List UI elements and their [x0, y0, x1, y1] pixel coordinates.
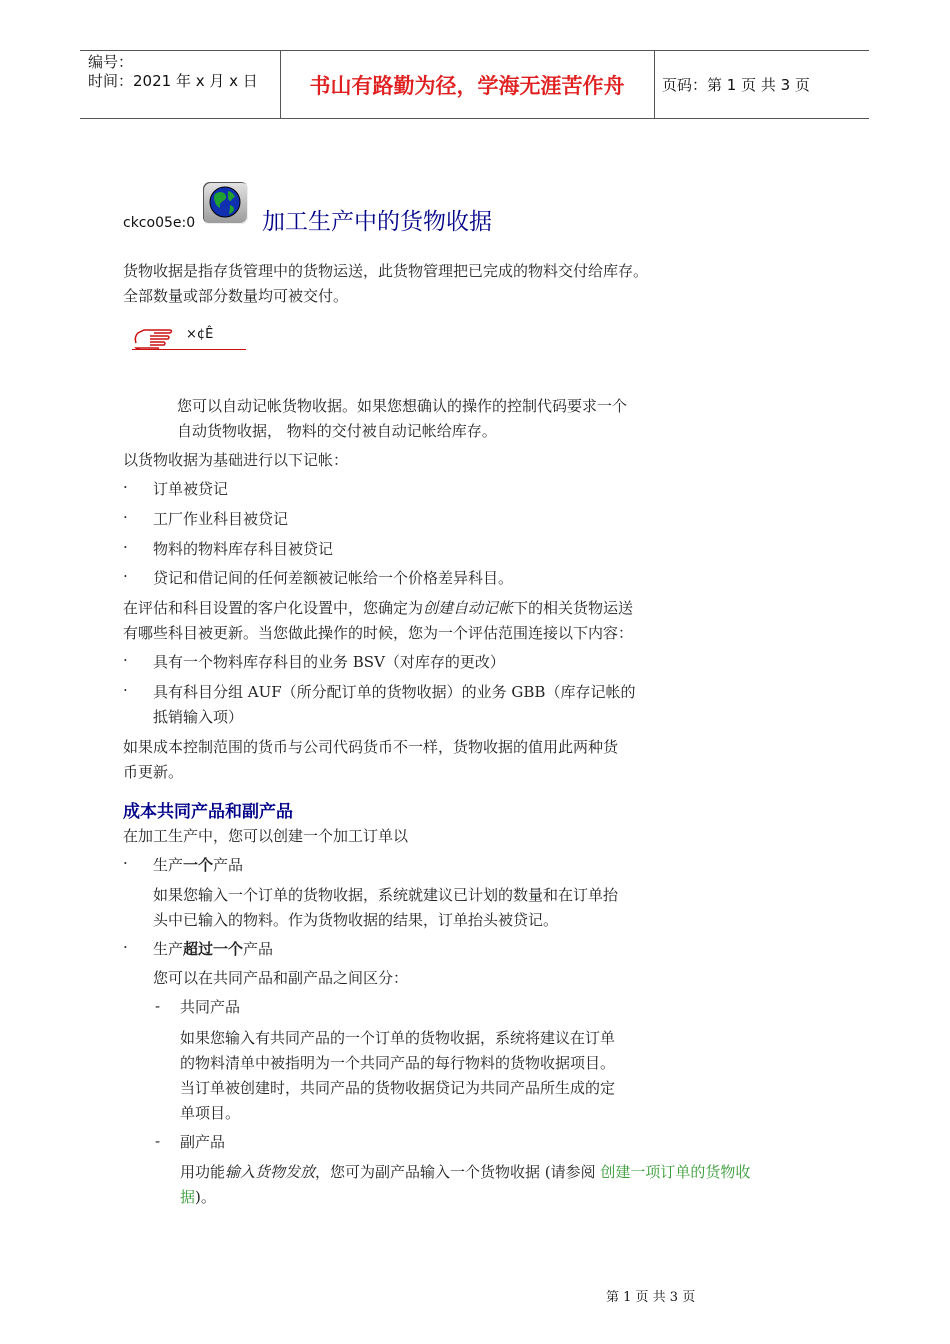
eval-line — [123, 596, 633, 620]
bullet-text: 具有科目分组 AUF（所分配订单的货物收据）的业务 GBB（库存记帐的 — [153, 683, 636, 701]
bullet-text-part: 生产 — [153, 940, 184, 958]
header-divider — [654, 51, 655, 118]
bullet-text: 贷记和借记间的任何差额被记帐给一个价格差异科目。 — [153, 569, 514, 587]
date-label: 时间：2021 年 x 月 x 日 — [88, 72, 258, 90]
desc-line: 的物料清单中被指明为一个共同产品的每行物料的货物收据项目。 — [180, 1054, 616, 1072]
currency-line: 如果成本控制范围的货币与公司代码货币不一样，货物收据的值用此两种货 — [123, 738, 619, 756]
note-text: 您可以自动记帐货物收据。如果您想确认的操作的控制代码要求一个 — [177, 397, 628, 415]
bullet-text-part: 生产 — [153, 856, 184, 874]
desc-line: 单项目。 — [180, 1104, 241, 1122]
section-intro: 在加工生产中，您可以创建一个加工订单以 — [123, 827, 409, 845]
bullet-bold: 一个 — [183, 856, 214, 874]
reference-link[interactable]: 创建一项订单的货物收 — [600, 1163, 751, 1181]
doc-title: 加工生产中的货物收据 — [262, 209, 492, 235]
desc-line: 如果您输入一个订单的货物收据，系统就建议已计划的数量和在订单抬 — [153, 886, 619, 904]
page-header — [80, 50, 869, 119]
bullet-text: 工厂作业科目被贷记 — [153, 510, 289, 528]
bullet-item: · — [123, 681, 128, 699]
note-label: ×¢Ê — [186, 327, 214, 342]
bullet-text-part: 产品 — [243, 940, 274, 958]
dash-label: 共同产品 — [180, 998, 241, 1016]
header-motto: 书山有路勤为径，学海无涯苦作舟 — [309, 73, 625, 98]
number-label: 编号： — [88, 53, 134, 71]
bullet-text-part: 产品 — [213, 856, 244, 874]
desc-text: 用功能 — [180, 1163, 226, 1181]
desc-line: 当订单被创建时，共同产品的货物收据贷记为共同产品所生成的定 — [180, 1079, 616, 1097]
bullet-text — [153, 853, 243, 877]
bullet-text: 物料的物料库存科目被贷记 — [153, 540, 334, 558]
header-page-info: 页码：第 1 页 共 3 页 — [662, 76, 810, 94]
bullet-item: · — [123, 854, 128, 872]
desc-italic: 输入货物发放 — [225, 1163, 316, 1181]
header-meta — [88, 53, 280, 91]
desc-line: 您可以在共同产品和副产品之间区分： — [153, 969, 409, 987]
eval-line: 有哪些科目被更新。当您做此操作的时候，您为一个评估范围连接以下内容： — [123, 624, 634, 642]
dash-item: - — [155, 997, 161, 1015]
bullet-text: 具有一个物料库存科目的业务 BSV（对库存的更改） — [153, 653, 505, 671]
bullet-text: 抵销输入项） — [153, 708, 244, 726]
eval-text: 在评估和科目设置的客户化设置中，您确定为 — [123, 599, 424, 617]
note-text: 自动货物收据， 物料的交付被自动记帐给库存。 — [177, 422, 497, 440]
dash-label: 副产品 — [180, 1133, 226, 1151]
desc-line — [180, 1160, 750, 1184]
globe-icon — [203, 182, 248, 224]
bullet-bold: 超过一个 — [183, 940, 244, 958]
eval-italic: 创建自动记帐 — [423, 599, 514, 617]
dash-item: - — [155, 1132, 161, 1150]
intro-line: 货物收据是指存货管理中的货物运送，此货物管理把已完成的物料交付给库存。 — [123, 262, 649, 280]
desc-text: ，您可为副产品输入一个货物收据 (请参阅 — [315, 1163, 601, 1181]
bullet-item: · — [123, 651, 128, 669]
desc-line: 如果您输入有共同产品的一个订单的货物收据，系统将建议在订单 — [180, 1029, 616, 1047]
intro-line: 全部数量或部分数量均可被交付。 — [123, 287, 349, 305]
bullet-item: · — [123, 938, 128, 956]
doc-code: ckco05e:0 — [123, 215, 196, 231]
bullet-item: · — [123, 508, 128, 526]
eval-text: 下的相关货物运送 — [513, 599, 634, 617]
page-footer: 第 1 页 共 3 页 — [606, 1290, 696, 1305]
bullet-text: 订单被贷记 — [153, 480, 229, 498]
desc-line — [180, 1185, 216, 1209]
pointing-hand-icon — [132, 321, 192, 349]
bullet-item: · — [123, 478, 128, 496]
bullet-text — [153, 937, 273, 961]
bullet-item: · — [123, 538, 128, 556]
bullet-item: · — [123, 567, 128, 585]
desc-line: 头中已输入的物料。作为货物收据的结果，订单抬头被贷记。 — [153, 911, 559, 929]
basis-text: 以货物收据为基础进行以下记帐： — [123, 451, 349, 469]
reference-link[interactable]: 据 — [180, 1188, 196, 1206]
section-title: 成本共同产品和副产品 — [123, 802, 293, 822]
desc-text: )。 — [195, 1188, 216, 1206]
currency-line: 币更新。 — [123, 763, 184, 781]
